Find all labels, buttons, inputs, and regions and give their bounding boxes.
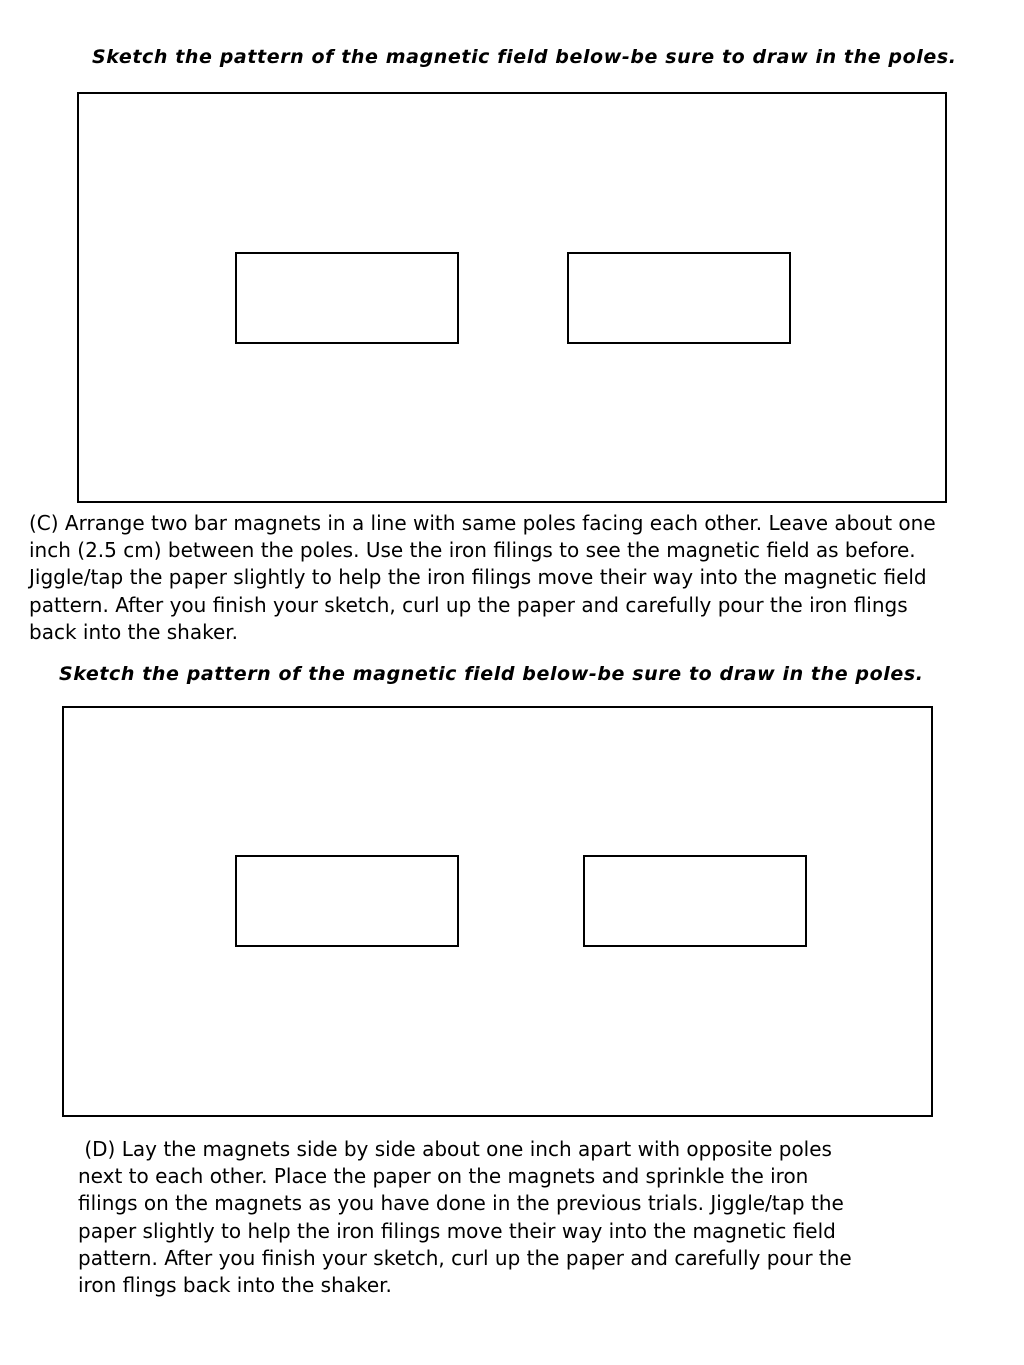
instruction-line: pattern. After you finish your sketch, curl up the paper and carefully pour the iron flings bbox=[29, 592, 908, 617]
instruction-line: next to each other. Place the paper on the magnets and sprinkle the iron bbox=[78, 1164, 809, 1189]
instruction-line: filings on the magnets as you have done in the previous trials. Jiggle/tap the bbox=[78, 1191, 844, 1216]
instruction-line: back into the shaker. bbox=[29, 619, 239, 644]
instruction-line: Jiggle/tap the paper slightly to help the iron filings move their way into the magnetic field bbox=[29, 565, 927, 590]
bar-magnet-right bbox=[583, 855, 807, 947]
instruction-line: iron flings back into the shaker. bbox=[78, 1273, 392, 1298]
bar-magnet-left bbox=[235, 252, 459, 344]
bar-magnet-right bbox=[567, 252, 791, 344]
instruction-line: pattern. After you finish your sketch, curl up the paper and carefully pour the bbox=[78, 1245, 852, 1270]
instruction-paragraph-d bbox=[78, 1136, 852, 1299]
sketch-instruction-heading: Sketch the pattern of the magnetic field below-be sure to draw in the poles. bbox=[59, 663, 924, 685]
instruction-line: (D) Lay the magnets side by side about one inch apart with opposite poles bbox=[78, 1137, 832, 1161]
instruction-line: inch (2.5 cm) between the poles. Use the iron filings to see the magnetic field as before. bbox=[29, 538, 916, 563]
instruction-paragraph-c bbox=[29, 510, 936, 646]
sketch-instruction-heading: Sketch the pattern of the magnetic field below-be sure to draw in the poles. bbox=[92, 46, 957, 68]
bar-magnet-left bbox=[235, 855, 459, 947]
sketch-area-box[interactable] bbox=[77, 92, 947, 503]
instruction-line: (C) Arrange two bar magnets in a line with same poles facing each other. Leave about one bbox=[29, 511, 936, 535]
instruction-line: paper slightly to help the iron filings move their way into the magnetic field bbox=[78, 1218, 836, 1243]
